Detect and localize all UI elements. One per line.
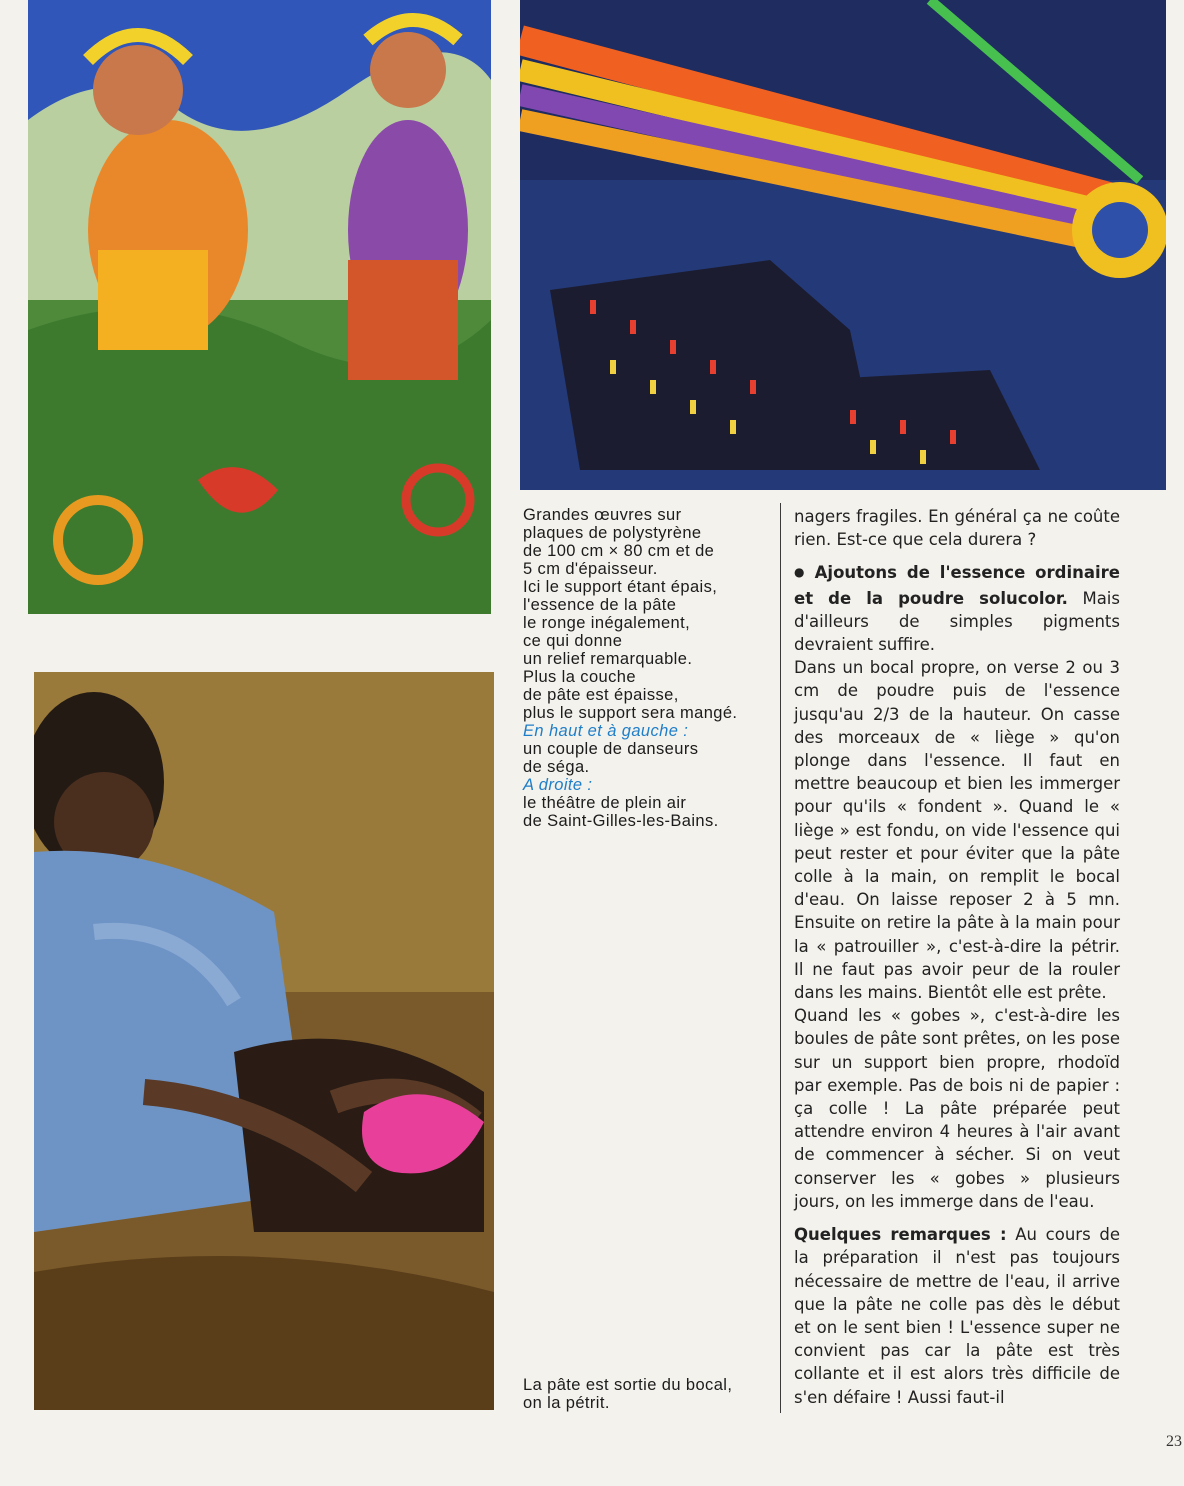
caption-line: plus le support sera mangé. [523,704,738,722]
caption-line: Grandes œuvres sur [523,506,682,524]
caption-line: plaques de polystyrène [523,524,702,542]
caption-paintings [523,506,771,830]
caption-line: l'essence de la pâte [523,596,677,614]
caption-label-right: A droite : [523,776,593,794]
paragraph: Dans un bocal propre, on verse 2 ou 3 cm de poudre puis de l'essence jusqu'au 2/3 de la hauteur. On casse des morceaux de « liège » qu'on plonge dans l'essence. Il faut en mettre beaucoup et bien les immerger pour qu'ils « fondent ». Quand le « liège » est fondu, on vide l'essence qui peut rester et pour éviter que la pâte colle à la main, on remplit le bocal d'eau. On laisse reposer 2 à 5 mn. Ensuite on retire la pâte à la main pour la « patrouiller », c'est-à-dire la pétrir. Il ne faut pas avoir peur de la rouler dans les mains. Bientôt elle est prête. [794,658,1120,1003]
caption-line: le ronge inégalement, [523,614,691,632]
caption-line: un relief remarquable. [523,650,693,668]
caption-line: de séga. [523,758,590,776]
photo-theatre-painting [520,0,1166,490]
caption-line: de 100 cm × 80 cm et de [523,542,715,560]
column-divider [780,503,781,1413]
caption-line: 5 cm d'épaisseur. [523,560,658,578]
paragraph-text: Mais d'ailleurs de simples pigments devraient suffire. [794,588,1120,655]
caption-line: de Saint-Gilles-les-Bains. [523,812,719,830]
paragraph [794,561,1120,656]
paragraph: Quand les « gobes », c'est-à-dire les boules de pâte sont prêtes, on les pose sur un support bien propre, rhodoïd par exemple. Pas de bois ni de papier : ça colle ! La pâte préparée peut attendre environ 4 heures à l'air avant de commencer à sécher. Si on veut conserver les « gobes » plusieurs jours, on les immerge dans de l'eau. [794,1006,1120,1211]
caption-line: un couple de danseurs [523,740,699,758]
caption-line: on la pétrit. [523,1394,610,1412]
caption-line: de pâte est épaisse, [523,686,679,704]
caption-line: Plus la couche [523,668,636,686]
article-body [794,505,1120,1409]
bold-lead: Quelques remarques : [794,1225,1007,1245]
photo-child-kneading [34,672,494,1410]
caption-kneading [523,1376,783,1412]
caption-line: Ici le support étant épais, [523,578,718,596]
paragraph-text: Au cours de la préparation il n'est pas toujours nécessaire de mettre de l'eau, il arrive que la pâte ne colle pas dès le début et on le sent bien ! L'essence super ne convient pas car la pâte est très collante et il est alors très difficile de s'en défaire ! Aussi faut-il [794,1225,1121,1407]
caption-line: le théâtre de plein air [523,794,687,812]
page-number: 23 [1166,1433,1182,1450]
paragraph [794,1223,1120,1409]
caption-line: ce qui donne [523,632,623,650]
photo-dancers-painting [28,0,491,614]
caption-label-left: En haut et à gauche : [523,722,689,740]
caption-line: La pâte est sortie du bocal, [523,1376,733,1394]
bold-lead: ● Ajoutons de l'essence ordinaire et de la poudre solucolor. [794,563,1120,607]
paragraph: nagers fragiles. En général ça ne coûte rien. Est-ce que cela durera ? [794,507,1120,550]
